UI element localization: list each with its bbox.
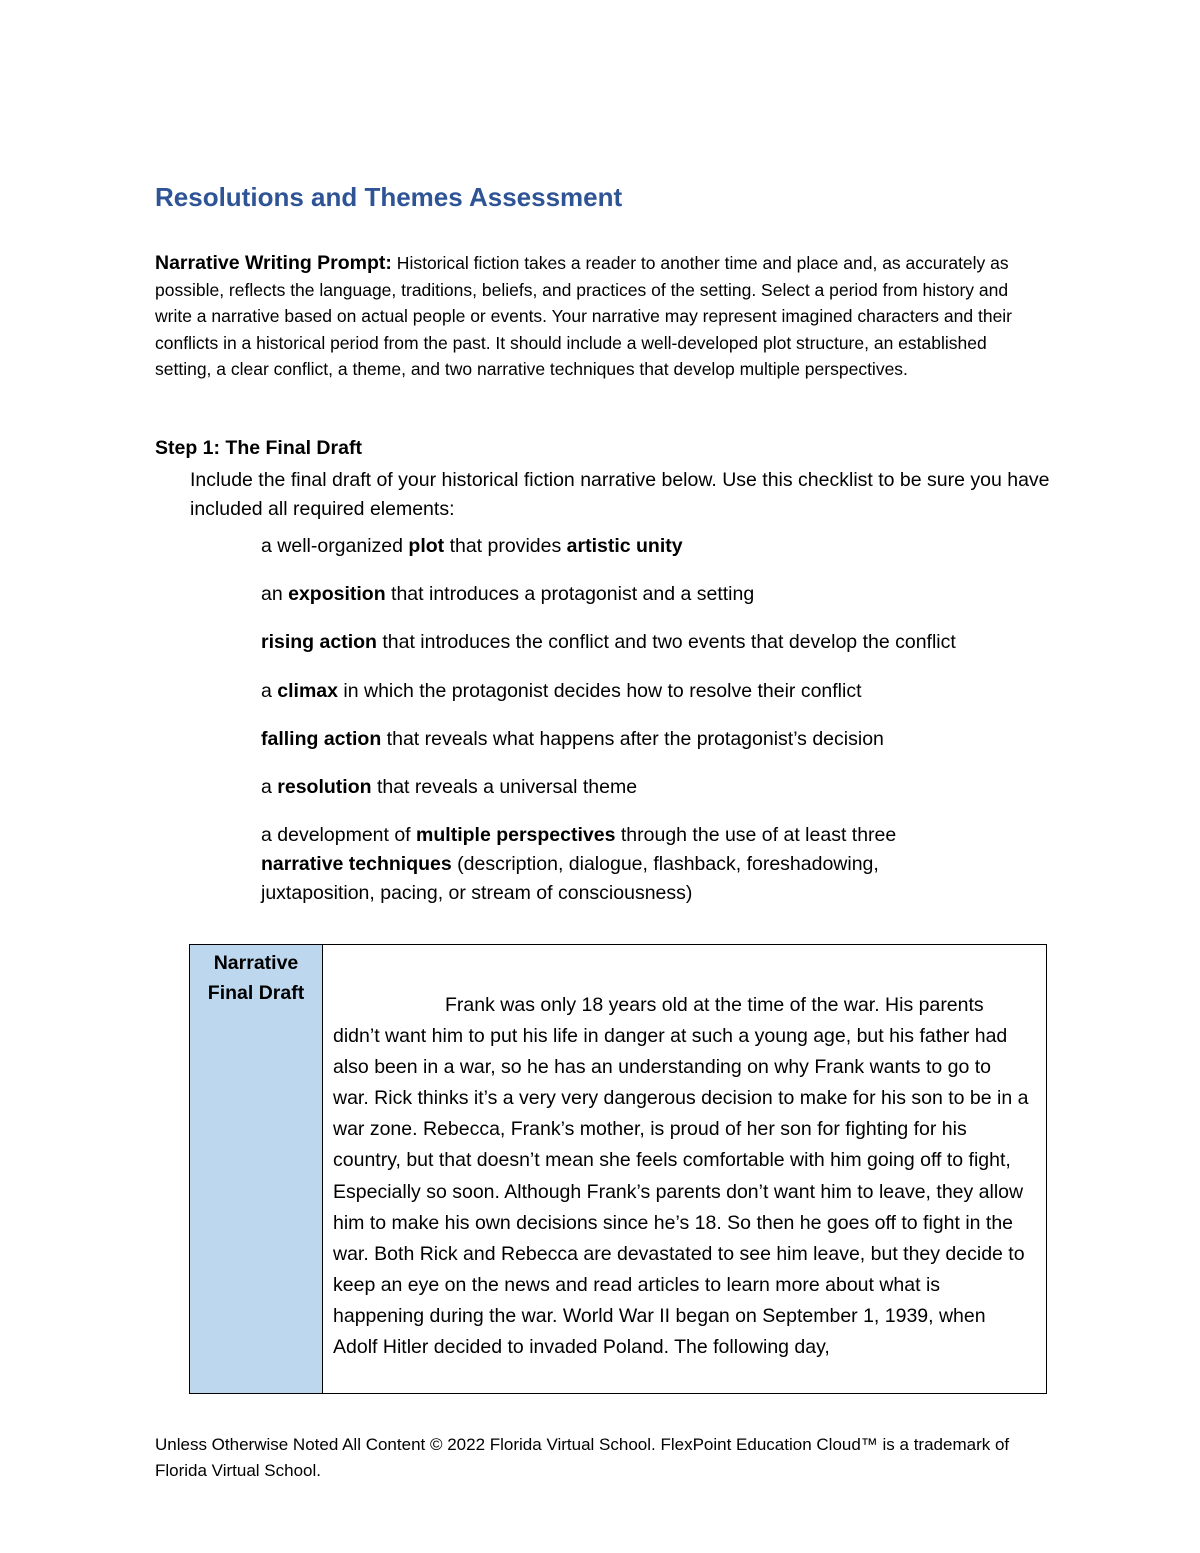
final-draft-label: Narrative Final Draft (190, 945, 323, 1393)
writing-prompt (155, 250, 1035, 383)
checklist-item: a climax in which the protagonist decides how to resolve their conflict (261, 680, 862, 702)
checklist-item: a development of multiple perspectives through the use of at least three narrative techniques (description, dialogue, flashback, foreshadowing, juxtaposition, pacing, or stream of consciousness) (261, 824, 897, 904)
step-1-heading: Step 1: The Final Draft (155, 437, 362, 459)
checklist-item: falling action that reveals what happens after the protagonist’s decision (261, 728, 884, 750)
checklist-item: an exposition that introduces a protagonist and a setting (261, 583, 755, 605)
checklist-item: a well-organized plot that provides artistic unity (261, 535, 683, 557)
final-draft-table (189, 944, 1047, 1394)
prompt-lead: Narrative Writing Prompt: (155, 252, 392, 274)
page-title: Resolutions and Themes Assessment (155, 182, 623, 212)
copyright-footer: Unless Otherwise Noted All Content © 2022 Florida Virtual School. FlexPoint Education Cloud™ is a trademark of Florida Virtual School. (155, 1435, 1010, 1480)
step-1-intro: Include the final draft of your historical fiction narrative below. Use this checklist to be sure you have included all required elements: (190, 469, 1050, 520)
checklist-item: a resolution that reveals a universal theme (261, 776, 638, 798)
prompt-text: Historical fiction takes a reader to another time and place and, as accurately as possible, reflects the language, traditions, beliefs, and practices of the setting. Select a period from history and write a narrative based on actual people or events. Your narrative may represent imagined characters and their conflicts in a historical period from the past. It should include a well-developed plot structure, an established setting, a clear conflict, a theme, and two narrative techniques that develop multiple perspectives. (155, 253, 1013, 380)
final-draft-cell[interactable] (323, 945, 1046, 1393)
checklist-item: rising action that introduces the conflict and two events that develop the conflict (261, 631, 956, 653)
final-draft-text: Frank was only 18 years old at the time of the war. His parents didn’t want him to put his life in danger at such a young age, but his father had also been in a war, so he has an understanding on why Frank wants to go to war. Rick thinks it’s a very very dangerous decision to make for his son to be in a war zone. Rebecca, Frank’s mother, is proud of her son for fighting for his country, but that doesn’t mean she feels comfortable with him going off to fight, Especially so soon. Although Frank’s parents don’t want him to leave, they allow him to make his own decisions since he’s 18. So then he goes off to fight in the war. Both Rick and Rebecca are devastated to see him leave, but they decide to keep an eye on the news and read articles to learn more about what is happening during the war. World War II began on September 1, 1939, when Adolf Hitler decided to invaded Poland. The following day, (333, 994, 1029, 1359)
